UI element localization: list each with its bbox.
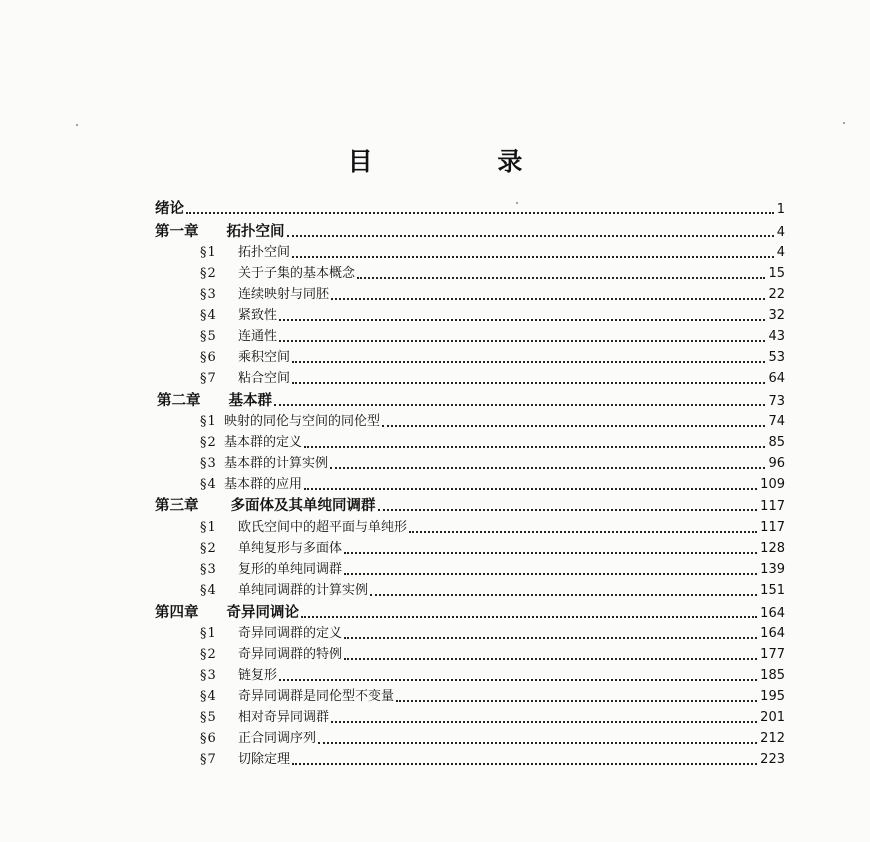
section-number: §1 [200,520,217,535]
dot-leader [378,509,758,511]
dot-leader [292,382,765,384]
dot-leader [344,552,757,554]
toc-section[interactable] [200,579,785,599]
section-number: §7 [200,371,217,386]
dot-leader [279,679,757,681]
toc-intro[interactable] [155,197,785,217]
toc-section[interactable] [200,558,785,578]
section-page: 201 [760,710,785,725]
section-number: §2 [200,541,217,556]
chapter-label: 第三章 [155,498,199,514]
section-title: 紧致性 [238,308,278,323]
dot-leader [279,340,765,342]
dot-leader [330,467,765,469]
chapter-label: 第一章 [155,224,199,240]
section-title: 奇异同调群是同伦型不变量 [238,689,395,704]
section-page: 64 [768,371,785,386]
dot-leader [287,235,774,237]
dot-leader [370,594,757,596]
dot-leader [382,425,765,427]
section-title: 连续映射与同胚 [238,287,330,302]
dot-leader [344,637,757,639]
section-page: 151 [760,583,785,598]
toc-chapter[interactable] [155,494,785,514]
section-number: §4 [200,308,217,323]
section-title: 基本群的计算实例 [224,456,329,471]
toc-section[interactable] [200,262,785,282]
section-page: 223 [760,752,785,767]
toc-chapter[interactable] [157,389,785,409]
section-page: 195 [760,689,785,704]
section-title: 基本群的定义 [224,435,303,450]
dot-leader [304,488,757,490]
dot-leader [331,298,765,300]
section-title: 连通性 [238,329,278,344]
toc-section[interactable] [200,537,785,557]
intro-label: 绪论 [155,201,184,217]
section-number: §3 [200,287,217,302]
section-page: 43 [768,329,785,344]
section-title: 乘积空间 [238,350,291,365]
section-title: 映射的同伦与空间的同伦型 [224,414,381,429]
dot-leader [396,700,757,702]
dot-leader [279,319,765,321]
toc-section[interactable] [200,410,785,430]
section-number: §3 [200,562,217,577]
chapter-label: 第二章 [157,393,201,409]
section-number: §2 [200,435,217,450]
section-page: 53 [768,350,785,365]
dot-leader [344,658,757,660]
toc-section[interactable] [200,727,785,747]
section-title: 单纯同调群的计算实例 [238,583,369,598]
toc-section[interactable] [200,706,785,726]
chapter-page: 4 [776,225,785,240]
section-title: 奇异同调群的特例 [238,647,343,662]
dot-leader [186,212,774,214]
section-page: 109 [760,477,785,492]
section-page: 85 [768,435,785,450]
toc-chapter[interactable] [155,220,785,240]
section-page: 96 [768,456,785,471]
dot-leader [409,531,757,533]
toc-section[interactable] [200,346,785,366]
section-number: §3 [200,668,217,683]
section-page: 164 [760,626,785,641]
section-number: §6 [200,350,217,365]
section-number: §6 [200,731,217,746]
toc-section[interactable] [200,748,785,768]
section-page: 22 [768,287,785,302]
toc-section[interactable] [200,622,785,642]
dot-leader [331,721,757,723]
scan-speck [76,124,78,126]
dot-leader [274,404,765,406]
dot-leader [344,573,757,575]
section-title: 单纯复形与多面体 [238,541,343,556]
toc-section[interactable] [200,304,785,324]
dot-leader [292,763,757,765]
section-number: §1 [200,626,217,641]
intro-page: 1 [776,202,785,217]
section-page: 177 [760,647,785,662]
toc-section[interactable] [200,431,785,451]
dot-leader [292,361,765,363]
section-title: 奇异同调群的定义 [238,626,343,641]
section-page: 74 [768,414,785,429]
scan-speck [843,122,845,124]
section-number: §5 [200,710,217,725]
scan-speck [516,202,518,204]
toc-section[interactable] [200,283,785,303]
toc-section[interactable] [200,325,785,345]
dot-leader [318,742,757,744]
section-number: §1 [200,245,217,260]
toc-chapter[interactable] [155,601,785,621]
section-title: 关于子集的基本概念 [238,266,356,281]
section-number: §2 [200,647,217,662]
toc-section[interactable] [200,516,785,536]
section-number: §4 [200,477,217,492]
section-title: 复形的单纯同调群 [238,562,343,577]
chapter-title: 基本群 [228,393,272,409]
chapter-page: 73 [768,394,785,409]
page-title: 目 录 [347,147,581,176]
toc-section[interactable] [200,685,785,705]
toc-section[interactable] [200,664,785,684]
section-page: 15 [768,266,785,281]
toc-section[interactable] [200,452,785,472]
chapter-page: 164 [760,606,785,621]
section-title: 相对奇异同调群 [238,710,330,725]
section-page: 139 [760,562,785,577]
section-page: 32 [768,308,785,323]
section-number: §1 [200,414,217,429]
toc-section[interactable] [200,367,785,387]
toc-section[interactable] [200,241,785,261]
section-page: 212 [760,731,785,746]
chapter-label: 第四章 [155,605,199,621]
section-title: 切除定理 [238,752,291,767]
dot-leader [357,277,765,279]
chapter-page: 117 [760,499,785,514]
section-number: §3 [200,456,217,471]
section-page: 117 [760,520,785,535]
dot-leader [292,256,774,258]
section-title: 基本群的应用 [224,477,303,492]
chapter-title: 拓扑空间 [226,224,285,240]
section-page: 185 [760,668,785,683]
dot-leader [304,446,765,448]
chapter-title: 奇异同调论 [226,605,299,621]
section-title: 拓扑空间 [238,245,291,260]
section-number: §4 [200,583,217,598]
section-title: 粘合空间 [238,371,291,386]
toc-section[interactable] [200,643,785,663]
dot-leader [301,616,757,618]
section-number: §7 [200,752,217,767]
section-title: 链复形 [238,668,278,683]
toc-section[interactable] [200,473,785,493]
chapter-title: 多面体及其单纯同调群 [230,498,376,514]
section-number: §4 [200,689,217,704]
section-page: 128 [760,541,785,556]
section-title: 正合同调序列 [238,731,317,746]
section-page: 4 [776,245,785,260]
section-number: §2 [200,266,217,281]
section-title: 欧氏空间中的超平面与单纯形 [238,520,408,535]
section-number: §5 [200,329,217,344]
